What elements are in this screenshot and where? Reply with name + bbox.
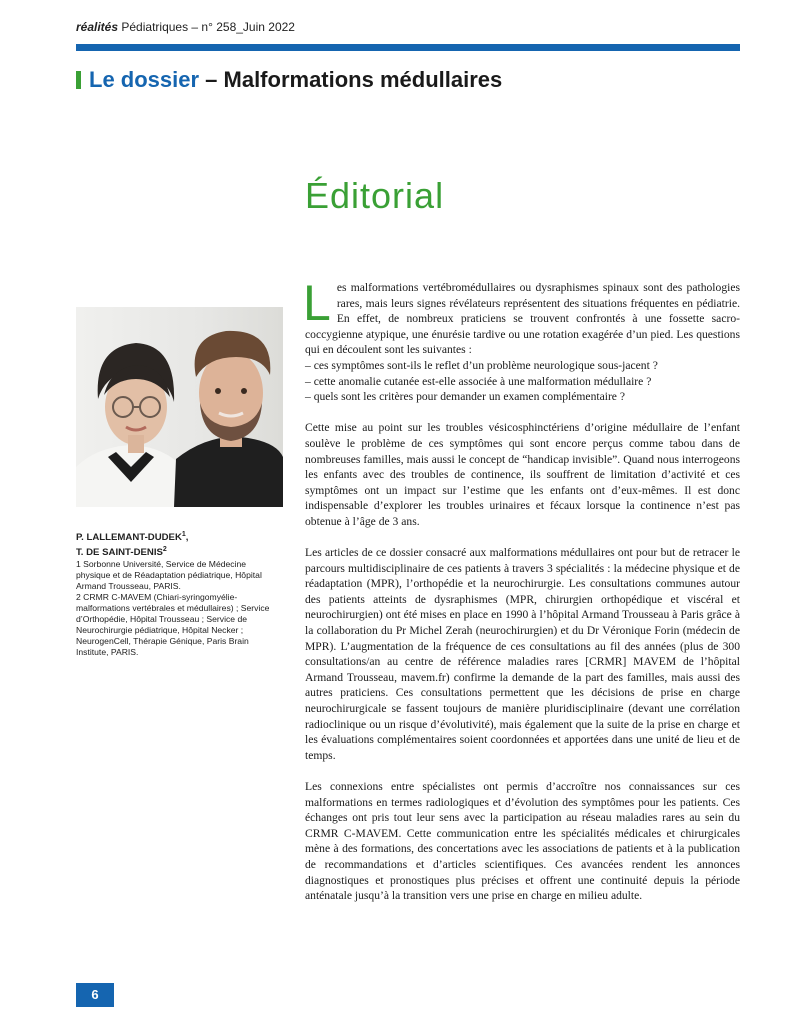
running-header (76, 20, 295, 34)
section-topic: – Malformations médullaires (199, 67, 503, 92)
author-affiliation-1: 1 Sorbonne Université, Service de Médecine physique et de Réadaptation pédiatrique, Hôpital Armand Trousseau, PARIS. (76, 559, 262, 592)
author-affiliation-2: 2 CRMR C-MAVEM (Chiari-syringomyélie-malformations vertébrales et médullaires) ; Service d’Orthopédie, Hôpital Trousseau ; Service de Neurochirurgie pédiatrique, Hôpital Necker ; NeurogenCell, Thérapie Génique, Paris Brain Institute, PARIS. (76, 592, 270, 658)
paragraph-intro: Les malformations vertébromédullaires ou dysraphismes spinaux sont des pathologies rares, mais leurs signes révélateurs représentent des situations fréquentes en pédiatrie. En effet, de nombreux praticiens se trouvent confrontés à une fossette sacro-coccygienne atypique, une énurésie tardive ou une rotation exagérée d’un pied. Les questions qui en découlent sont les suivantes : – ces symptômes sont-ils le reflet d’un problème neurologique sous-jacent ? – cette anomalie cutanée est-elle associée à une malformation médullaire ? – quels sont les critères pour demander un examen complémentaire ? (303, 275, 740, 404)
author-name-2: T. DE SAINT-DENIS (76, 547, 163, 559)
author-name-1: P. LALLEMANT-DUDEK (76, 532, 182, 544)
author-block (76, 529, 276, 658)
paragraph-2: Cette mise au point sur les troubles vésicosphinctériens d’origine médullaire de l’enfant soulève le problème de ces symptômes qui sont encore perçus comme tabou dans de nombreuses familles, mais aussi le concept de “handicap invisible”. Quand nous interrogeons les enfants avec des troubles de continence, ils souffrent de limitation d’activité et ces symptômes ont un impact sur l’estime que les enfants ont d’eux-mêmes. Il est donc indispensable d’explorer les troubles urinaires et fécaux lorsque la continence n’est pas obtenue à l’âge de 3 ans. (305, 421, 740, 528)
question-1: – ces symptômes sont-ils le reflet d’un problème neurologique sous-jacent ? (305, 358, 658, 372)
paragraph-3: Les articles de ce dossier consacré aux malformations médullaires ont pour but de retracer le parcours multidisciplinaire de ces patients à travers 3 spécialités : la médecine physique et de réadaptation (MPR), l’orthopédie et la neurochirurgie. Les consultations communes autour des patients atteints de dysraphismes (MPR, chirurgien orthopédique et viscéral et neurochirurgien) ont été mises en place en 1990 à l’hôpital Armand Trousseau à Paris grâce à la collaboration du Pr Michel Zerah (neurochirurgien) et du Dr Véronique Forin (médecin de MPR). L’augmentation de la fréquence de ces consultations au fil des années (plus de 300 consultations/an au centre de référence maladies rares [CRMR] MAVEM de l’hôpital Armand Trousseau, mavem.fr) confirme la demande de la part des familles, mais aussi des autres praticiens. Ces consultations permettent que les décisions de prise en charge neurochirurgicale se fassent toujours de manière pluridisciplinaire (devant une corrélation radioclinique ou un risque d’évolutivité), mais également que la suite de la prise en charge et les évaluations complémentaires soient coordonnées et apportées dans une unité de lieu et de temps. (305, 546, 740, 762)
header-rule (76, 44, 740, 51)
page-number: 6 (76, 983, 114, 1007)
author-photo-illustration (76, 307, 283, 507)
article-body (303, 275, 740, 919)
page-title: Éditorial (305, 175, 445, 216)
question-2: – cette anomalie cutanée est-elle associée à une malformation médullaire ? (305, 374, 652, 388)
section-heading (76, 67, 502, 93)
issue-info: Pédiatriques – n° 258_Juin 2022 (121, 20, 295, 34)
section-marker-icon (76, 71, 81, 89)
question-3: – quels sont les critères pour demander un examen complémentaire ? (305, 390, 625, 404)
paragraph-4: Les connexions entre spécialistes ont permis d’accroître nos connaissances sur ces malformations en termes radiologiques et d’évolution des symptômes pour les patients. Ces échanges ont pris tout leur sens avec la participation au réseau maladies rares au sein du CRMR C-MAVEM. Cette communication entre les spécialités médicales et chirurgicales mène à des formations, des concertations avec les associations de patients et à la publication de recommandations et d’articles scientifiques. Ces avancées rendent les annonces diagnostiques et pronostiques plus précises et offrent une continuité depuis la période anténatale jusqu’à la transition vers une prise en charge en milieu adulte. (305, 780, 740, 903)
author-photo (76, 307, 283, 507)
journal-name: réalités (76, 20, 119, 34)
section-label: Le dossier (89, 67, 200, 92)
author-names: P. LALLEMANT-DUDEK$^1$, T. DE SAINT-DENIS$^2$ (76, 531, 189, 559)
drop-cap: L (303, 275, 331, 331)
